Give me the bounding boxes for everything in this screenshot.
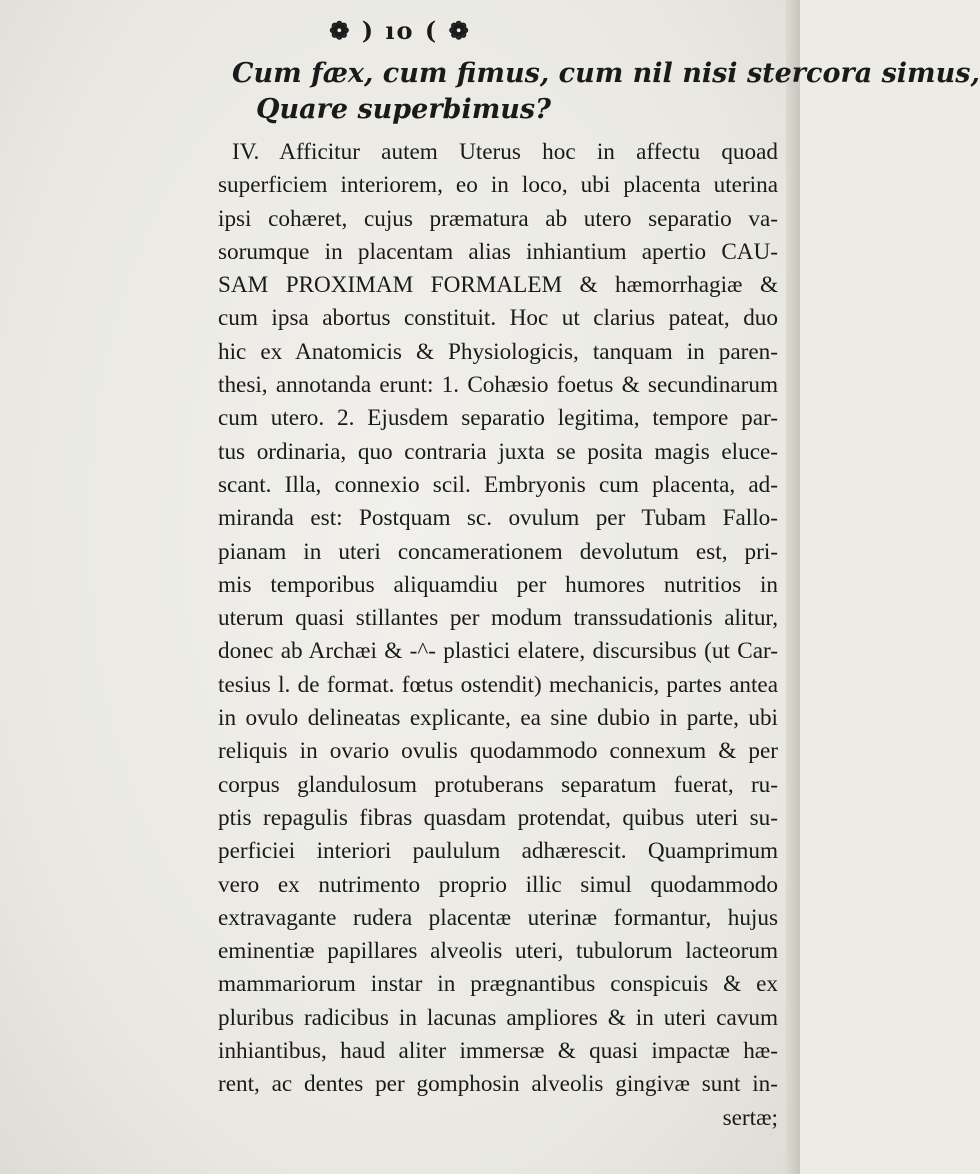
text-line: miranda est: Postquam sc. ovulum per Tubam Fallo- <box>218 505 778 532</box>
text-line: donec ab Archæi & -^- plastici elatere, discursibus (ut Car- <box>218 638 778 665</box>
text-line: mammariorum instar in prægnantibus conspicuis & ex <box>218 971 778 998</box>
text-line: superficiem interiorem, eo in loco, ubi placenta uterina <box>218 172 778 199</box>
text-line: uterum quasi stillantes per modum transsudationis alitur, <box>218 605 778 632</box>
text-line: tesius l. de format. fœtus ostendit) mechanicis, partes antea <box>218 671 778 698</box>
text-line: extravagante rudera placentæ uterinæ formantur, hujus <box>218 904 778 931</box>
text-line: scant. Illa, connexio scil. Embryonis cum placenta, ad- <box>218 471 778 498</box>
text-line: perficiei interiori paululum adhærescit. Quamprimum <box>218 838 778 865</box>
text-line: eminentiæ papillares alveolis uteri, tubulorum lacteorum <box>218 938 778 965</box>
verse-line-1: Cum fæx, cum fimus, cum nil nisi stercora simus, <box>232 58 980 89</box>
text-line: vero ex nutrimento proprio illic simul quodammodo <box>218 871 778 898</box>
text-line: ipsi cohæret, cujus præmatura ab utero separatio va- <box>218 205 778 232</box>
text-line: mis temporibus aliquamdiu per humores nutritios in <box>218 571 778 598</box>
text-line: cum ipsa abortus constituit. Hoc ut clarius pateat, duo <box>218 305 778 332</box>
text-line: pluribus radicibus in lacunas ampliores & in uteri cavum <box>218 1004 778 1031</box>
text-line: ptis repagulis fibras quasdam protendat, quibus uteri su- <box>218 804 778 831</box>
body-text <box>218 136 778 1135</box>
page-edge <box>786 0 800 1174</box>
verse-line-2: Quare superbimus? <box>256 94 551 125</box>
text-line: thesi, annotanda erunt: 1. Cohæsio foetus & secundinarum <box>218 372 778 399</box>
text-line: SAM PROXIMAM FORMALEM & hæmorrhagiæ & <box>218 272 778 299</box>
text-line: IV. Afficitur autem Uterus hoc in affectu quoad <box>232 139 778 165</box>
text-line: reliquis in ovario ovulis quodammodo connexum & per <box>218 738 778 765</box>
text-line: rent, ac dentes per gomphosin alveolis gingivæ sunt in- <box>218 1071 778 1098</box>
text-line: sertæ; <box>722 1104 778 1131</box>
text-line: inhiantibus, haud aliter immersæ & quasi impactæ hæ- <box>218 1038 778 1065</box>
text-line: tus ordinaria, quo contraria juxta se posita magis eluce- <box>218 438 778 465</box>
text-line: sorumque in placentam alias inhiantium apertio CAU- <box>218 238 778 265</box>
text-line: in ovulo delineatas explicante, ea sine dubio in parte, ubi <box>218 705 778 732</box>
page-header-ornament: ❁ ) ıo ( ❁ <box>329 16 471 45</box>
text-line: pianam in uteri concamerationem devolutum est, pri- <box>218 538 778 565</box>
text-line: cum utero. 2. Ejusdem separatio legitima, tempore par- <box>218 405 778 432</box>
text-line: hic ex Anatomicis & Physiologicis, tanquam in paren- <box>218 338 778 365</box>
text-line: corpus glandulosum protuberans separatum fuerat, ru- <box>218 771 778 798</box>
